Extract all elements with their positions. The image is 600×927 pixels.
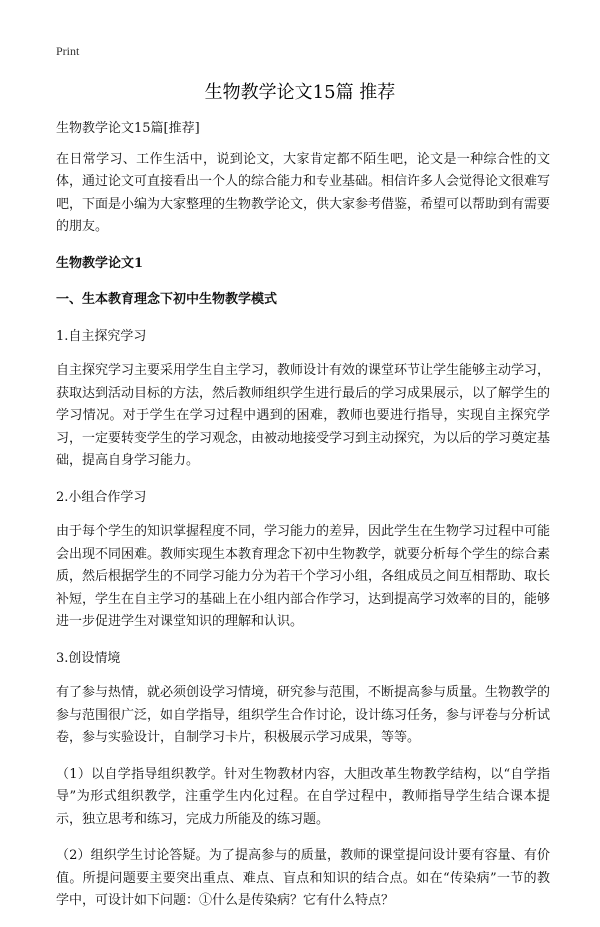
article-subtitle: 生物教学论文15篇[推荐]: [56, 121, 200, 136]
item1-paragraph: 自主探究学习主要采用学生自主学习，教师设计有效的课堂环节让学生能够主动学习，获取达到活动目标的方法，然后教师组织学生进行最后的学习成果展示，以了解学生的学习情况。对于学生在学习过程中遇到的困难，教师也要进行指导，实现自主探究学习，一定要转变学生的学习观念，由被动地接受学习到主动探究，为以后的学习奠定基础，提高自身学习能力。: [56, 363, 551, 468]
point1-paragraph: （1）以自学指导组织教学。针对生物教材内容，大胆改革生物教学结构，以“自学指导”为形式组织教学，注重学生内化过程。在自学过程中，教师指导学生结合课本提示，独立思考和练习，完成力所能及的练习题。: [56, 766, 550, 827]
essay-heading: 生物教学论文1: [56, 255, 144, 271]
page-title: 生物教学论文15篇 推荐: [204, 82, 396, 103]
intro-paragraph: 在日常学习、工作生活中，说到论文，大家肯定都不陌生吧，论文是一种综合性的文体，通过论文可直接看出一个人的综合能力和专业基础。相信许多人会觉得论文很难写吧，下面是小编为大家整理的生物教学论文，供大家参考借鉴，希望可以帮助到有需要的朋友。: [56, 151, 551, 234]
print-label: Print: [56, 44, 80, 58]
point2-paragraph: （2）组织学生讨论答疑。为了提高参与的质量，教师的课堂提问设计要有容量、有价值。所提问题要主要突出重点、难点、盲点和知识的结合点。如在“传染病”一节的教学中，可设计如下问题：①什么是传染病？它有什么特点？: [56, 848, 550, 908]
section-heading: 一、生本教育理念下初中生物教学模式: [56, 292, 278, 307]
item3-paragraph: 有了参与热情，就必须创设学习情境，研究参与范围，不断提高参与质量。生物教学的参与范围很广泛，如自学指导，组织学生合作讨论，设计练习任务，参与评卷与分析试卷，参与实验设计，自制学习卡片，积极展示学习成果，等等。: [56, 685, 551, 745]
item2-title: 2.小组合作学习: [56, 489, 147, 505]
item1-title: 1.自主探究学习: [56, 328, 147, 344]
article-body: [56, 118, 550, 927]
item3-title: 3.创设情境: [56, 650, 121, 666]
item2-paragraph: 由于每个学生的知识掌握程度不同，学习能力的差异，因此学生在生物学习过程中可能会出现不同困难。教师实现生本教育理念下初中生物教学，就要分析每个学生的综合素质，然后根据学生的不同学习能力分为若干个学习小组，各组成员之间互相帮助、取长补短，学生在自主学习的基础上在小组内部合作学习，达到提高学习效率的目的，能够进一步促进学生对课堂知识的理解和认识。: [56, 524, 551, 629]
